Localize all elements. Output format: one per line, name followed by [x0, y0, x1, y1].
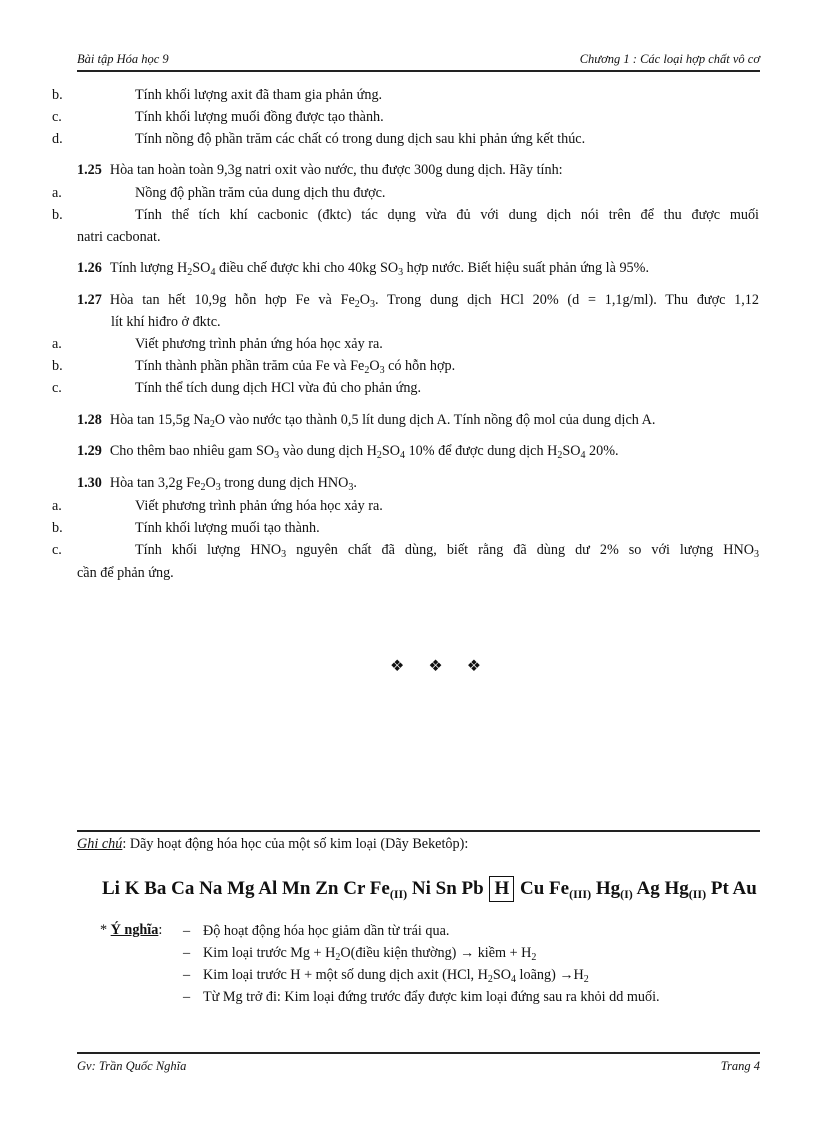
text: . Trong dung dịch HCl 20% (d = 1,1g/ml). Thu được 1,12: [375, 292, 759, 308]
text: .: [353, 475, 357, 491]
item-text: Tính khối lượng muối đồng được tạo thành.: [135, 109, 384, 125]
note-divider: [77, 830, 760, 832]
item-text: Nồng độ phần trăm của dung dịch thu được.: [135, 185, 386, 201]
sub: 4: [210, 267, 216, 278]
problem-number: 1.27: [77, 292, 102, 308]
problem-1-25: [77, 161, 563, 179]
sub: (III): [569, 887, 592, 901]
problem-number: 1.25: [77, 162, 102, 178]
hydrogen-box: H: [489, 876, 514, 902]
text: Cu Fe: [515, 878, 570, 899]
problem-1-28: [77, 411, 655, 429]
text: Ag Hg: [632, 878, 689, 899]
text: 10% để được dung dịch H: [405, 443, 558, 459]
text: Pt Au: [706, 878, 757, 899]
page-footer: [77, 1052, 760, 1076]
text: 20%.: [585, 443, 619, 459]
problem-number: 1.26: [77, 260, 102, 276]
item-text-cont: cần để phản ứng.: [77, 565, 174, 581]
text: kiềm + H: [474, 945, 532, 961]
sub: 3: [215, 482, 221, 493]
text: Li K Ba Ca Na Mg Al Mn Zn Cr Fe: [102, 878, 390, 899]
item-text: Viết phương trình phản ứng hóa học xảy ra.: [135, 336, 383, 352]
text: Hg: [591, 878, 621, 899]
footer-left: Gv: Trần Quốc Nghĩa: [77, 1059, 187, 1073]
text: điều chế được khi cho 40kg SO: [215, 260, 399, 276]
note-heading: [77, 836, 468, 853]
bullet-dash: –: [183, 945, 191, 961]
header-left: Bài tập Hóa học 9: [77, 52, 169, 66]
section-ornament: ❖ ❖ ❖: [390, 658, 492, 675]
meaning-3: [203, 966, 589, 984]
problem-text: Hòa tan hoàn toàn 9,3g natri oxit vào nước, thu được 300g dung dịch. Hãy tính:: [109, 162, 563, 178]
problem-text-cont: lít khí hiđro ở đktc.: [111, 314, 221, 330]
text: nguyên chất đã dùng, biết rằng đã dùng dư 2% so với lượng HNO: [286, 542, 754, 558]
text: Ý nghĩa: [110, 922, 159, 938]
item-label: b.: [52, 520, 63, 536]
text: có hỗn hợp.: [384, 358, 456, 374]
sub: (II): [688, 887, 707, 901]
sub: 3: [281, 549, 287, 560]
sub: 2: [200, 482, 206, 493]
item-text: Tính khối lượng axit đã tham gia phản ứng.: [135, 87, 383, 103]
text: vào dung dịch H: [279, 443, 377, 459]
sub: (II): [389, 887, 408, 901]
sub: 3: [348, 482, 354, 493]
text: Kim loại trước H + một số dung dịch axit (HCl, H: [203, 967, 488, 983]
item-label: d.: [52, 131, 63, 147]
activity-series: [102, 876, 757, 902]
item-label: a.: [52, 185, 62, 201]
sub: 2: [354, 299, 360, 310]
item-text: [135, 357, 455, 375]
text: Kim loại trước Mg + H: [203, 945, 336, 961]
bullet-dash: –: [183, 923, 191, 939]
problem-1-30: [77, 474, 357, 492]
meaning-1: Độ hoạt động hóa học giảm dần từ trái qua.: [203, 923, 450, 939]
sub: 3: [379, 365, 385, 376]
text: SO: [381, 443, 401, 459]
sub: 4: [511, 974, 516, 985]
text: Tính thành phần phần trăm của Fe và Fe: [135, 358, 365, 374]
problem-1-29: [77, 442, 619, 460]
text: Hòa tan 3,2g Fe: [109, 475, 201, 491]
item-text: Tính nồng độ phần trăm các chất có trong dung dịch sau khi phản ứng kết thúc.: [135, 131, 586, 147]
note-label: Ghi chú: [77, 836, 123, 852]
text: trong dung dịch HNO: [220, 475, 349, 491]
sub: 2: [531, 952, 537, 963]
sub: 2: [209, 419, 215, 430]
text: :: [158, 922, 163, 938]
sub: 3: [370, 299, 376, 310]
item-label: b.: [52, 207, 63, 223]
note-text: : Dãy hoạt động hóa học của một số kim loại (Dãy Beketôp):: [122, 836, 469, 852]
sub: 2: [335, 952, 341, 963]
page-header: [77, 50, 760, 72]
item-label: b.: [52, 87, 63, 103]
problem-number: 1.29: [77, 443, 102, 459]
item-label: b.: [52, 358, 63, 374]
meaning-label: [100, 922, 162, 939]
text: hợp nước. Biết hiệu suất phản ứng là 95%.: [403, 260, 650, 276]
meaning-4: Từ Mg trở đi: Kim loại đứng trước đẩy được kim loại đứng sau ra khỏi dd muối.: [203, 989, 660, 1005]
text: SO: [192, 260, 211, 276]
text: SO: [562, 443, 581, 459]
item-label: a.: [52, 336, 62, 352]
item-label: c.: [52, 380, 62, 396]
item-label: c.: [52, 542, 62, 558]
text: O vào nước tạo thành 0,5 lít dung dịch A. Tính nồng độ mol của dung dịch A.: [214, 412, 656, 428]
problem-1-26: [77, 259, 649, 277]
sub: 2: [364, 365, 370, 376]
item-text: Viết phương trình phản ứng hóa học xảy ra.: [135, 498, 383, 514]
header-right: Chương 1 : Các loại hợp chất vô cơ: [579, 52, 760, 66]
text: O: [205, 475, 216, 491]
arrow-icon: →: [459, 945, 475, 961]
item-label: a.: [52, 498, 62, 514]
problem-number: 1.28: [77, 412, 102, 428]
item-text: Tính khối lượng muối tạo thành.: [135, 520, 320, 536]
text: O: [359, 292, 371, 308]
problem-number: 1.30: [77, 475, 102, 491]
arrow-icon: →: [559, 967, 574, 983]
text: Ni Sn Pb: [407, 878, 489, 899]
problem-1-27: [77, 291, 759, 309]
text: *: [100, 922, 111, 938]
text: O: [369, 358, 380, 374]
sub: 2: [376, 450, 382, 461]
bullet-dash: –: [183, 967, 191, 983]
item-text: [135, 541, 759, 559]
footer-right: Trang 4: [720, 1059, 760, 1073]
text: Tính khối lượng HNO: [135, 542, 282, 558]
item-text-cont: natri cacbonat.: [77, 229, 161, 245]
sub: 2: [557, 450, 563, 461]
sub: 3: [398, 267, 404, 278]
item-text: Tính thể tích dung dịch HCl vừa đủ cho phản ứng.: [135, 380, 422, 396]
sub: 2: [187, 267, 193, 278]
sub: 3: [274, 450, 280, 461]
sub: (I): [620, 887, 633, 901]
text: Cho thêm bao nhiêu gam SO: [109, 443, 275, 459]
text: Tính lượng H: [109, 260, 188, 276]
text: SO: [492, 967, 511, 983]
sub: 2: [583, 974, 589, 985]
item-text: Tính thể tích khí cacbonic (đktc) tác dụng vừa đủ với dung dịch nói trên để thu được muối: [135, 207, 759, 223]
item-label: c.: [52, 109, 62, 125]
text: H: [573, 967, 584, 983]
text: Hòa tan hết 10,9g hỗn hợp Fe và Fe: [109, 292, 355, 308]
sub: 2: [487, 974, 493, 985]
bullet-dash: –: [183, 989, 191, 1005]
text: O(điều kiện thường): [340, 945, 460, 961]
sub: 3: [754, 549, 759, 560]
text: Hòa tan 15,5g Na: [109, 412, 210, 428]
text: loãng): [516, 967, 560, 983]
sub: 4: [400, 450, 406, 461]
meaning-2: [203, 944, 536, 962]
sub: 4: [580, 450, 586, 461]
